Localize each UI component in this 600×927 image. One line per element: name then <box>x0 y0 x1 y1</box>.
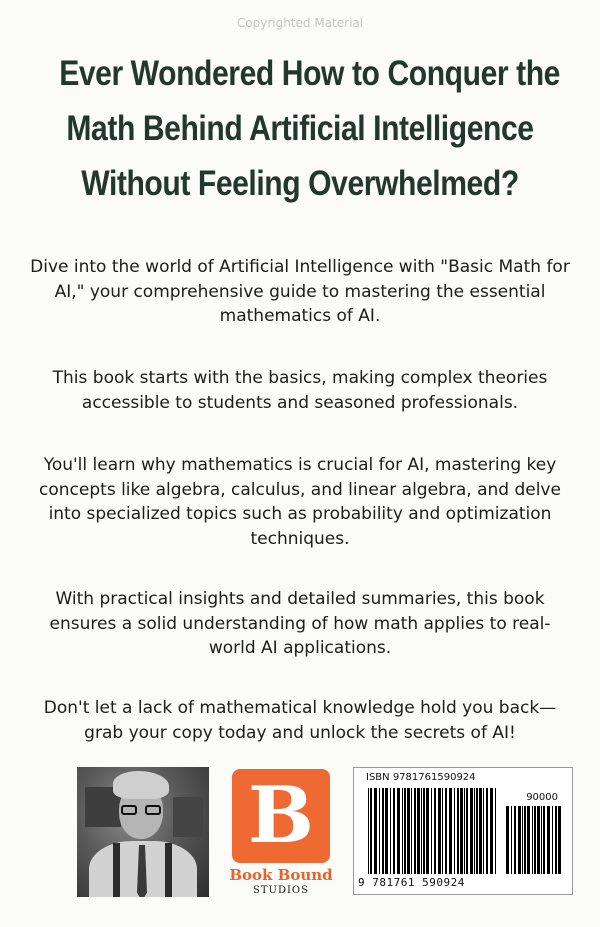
isbn-barcode <box>353 767 573 895</box>
publisher-logo <box>224 767 338 897</box>
insights-paragraph: With practical insights and detailed summaries, this book ensures a solid understanding of how math applies to real-world AI applications. <box>49 589 551 658</box>
publisher-subtitle: STUDIOS <box>253 885 309 896</box>
headline <box>20 46 580 211</box>
author-hair <box>113 771 169 799</box>
isbn-label: ISBN 9781761590924 <box>366 772 476 783</box>
logo-letter: B <box>248 770 314 861</box>
headline-line-3: Without Feeling Overwhelmed? <box>81 164 519 203</box>
barcode-digits: 9 781761 590924 <box>358 876 465 889</box>
headline-line-2: Math Behind Artificial Intelligence <box>66 109 534 148</box>
basics-paragraph: This book starts with the basics, making complex theories accessible to students and seasoned professionals. <box>52 368 548 413</box>
author-photo <box>77 767 209 897</box>
bookshelf-background <box>173 797 203 837</box>
headline-line-1: Ever Wondered How to Conquer the <box>59 54 560 93</box>
call-to-action-paragraph: Don't let a lack of mathematical knowledge hold you back—grab your copy today and unlock the secrets of AI! <box>43 698 557 743</box>
glasses-icon <box>121 805 161 816</box>
barcode-bars <box>368 788 498 874</box>
intro-paragraph: Dive into the world of Artificial Intelligence with "Basic Math for AI," your comprehensive guide to mastering the essential mathematics of AI. <box>30 257 570 326</box>
price-code: 90000 <box>526 792 558 803</box>
suspender-right <box>165 843 172 897</box>
addon-barcode-bars <box>506 806 562 874</box>
topics-paragraph: You'll learn why mathematics is crucial for AI, mastering key concepts like algebra, calculus, and linear algebra, and delve into specialized topics such as probability and optimization techniques. <box>39 455 561 549</box>
watermark-top: Copyrighted Material <box>236 16 364 30</box>
logo-badge <box>232 769 330 863</box>
publisher-name: Book Bound <box>229 866 333 884</box>
suspender-left <box>113 843 120 897</box>
